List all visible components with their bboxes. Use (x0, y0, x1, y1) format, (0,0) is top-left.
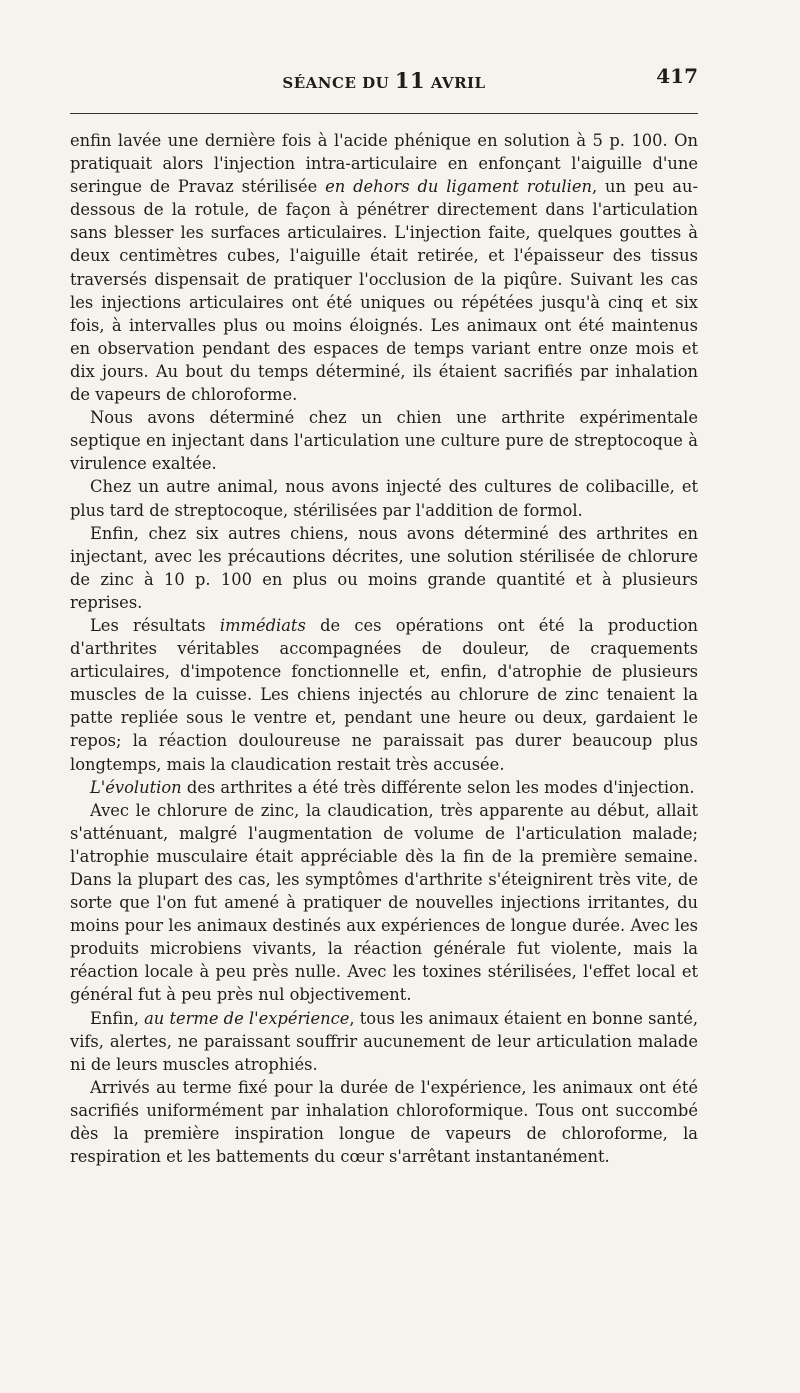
italic-phrase: L'évolution (90, 777, 182, 797)
paragraph-text: , tous les animaux étaient en bonne santé, vifs, alertes, ne paraissant souffrir aucunement de leur articulation malade ni de leurs muscles atrophiés. (70, 1008, 699, 1074)
paragraph-8 (70, 1007, 698, 1076)
italic-phrase: au terme de l'expérience (144, 1008, 350, 1028)
header-title (70, 68, 698, 93)
paragraph-text: , un peu au-dessous de la rotule, de façon à pénétrer directement dans l'articulation sans blesser les surfaces articulaires. L'injection faite, quelques gouttes à deux centimètres cubes, l'aiguille était retirée, et l'épaisseur des tissus traversés dispensait de pratiquer l'occlusion de la piqûre. Suivant les cas les injections articulaires ont été uniques ou répétées jusqu'à cinq et six fois, à intervalles plus ou moins éloignés. Les animaux ont été maintenus en observation pendant des espaces de temps variant entre onze mois et dix jours. Au bout du temps déterminé, ils étaient sacrifiés par inhalation de vapeurs de chloroforme. (70, 177, 698, 405)
paragraph-text: de ces opérations ont été la production d'arthrites véritables accompagnées de douleur, de craquements articulaires, d'impotence fonctionnelle et, enfin, d'atrophie de plusieurs muscles de la cuisse. Les chiens injectés au chlorure de zinc tenaient la patte repliée sous le ventre et, pendant une heure ou deux, gardaient le repos; la réaction douloureuse ne paraissait pas durer beaucoup plus longtemps, mais la claudication restait très accusée. (70, 615, 698, 774)
running-header (70, 62, 698, 92)
header-rule (70, 113, 698, 114)
header-title-post: AVRIL (425, 74, 486, 92)
paragraph-text: Les résultats (90, 615, 220, 635)
header-title-day: 11 (394, 68, 426, 93)
paragraph-6 (70, 776, 698, 799)
paragraph-text: enfin lavée une dernière fois à l'acide phénique en solution à 5 p. 100. On pratiquait alors l'injection intra-articulaire en enfonçant l'aiguille d'une seringue de Pravaz stérilisée (70, 131, 698, 197)
paragraph-7: Avec le chlorure de zinc, la claudication, très apparente au début, allait s'atténuant, malgré l'augmentation de volume de l'articulation malade; l'atrophie musculaire était appréciable dès la fin de la première semaine. Dans la plupart des cas, les symptômes d'arthrite s'éteignirent très vite, de sorte que l'on fut amené à pratiquer de nouvelles injections irritantes, du moins pour les animaux destinés aux expériences de longue durée. Avec les produits microbiens vivants, la réaction générale fut violente, mais la réaction locale à peu près nulle. Avec les toxines stérilisées, l'effet local et général fut à peu près nul objectivement. (70, 800, 698, 1005)
paragraph-9: Arrivés au terme fixé pour la durée de l'expérience, les animaux ont été sacrifiés uniformément par inhalation chloroformique. Tous ont succombé dès la première inspiration longue de vapeurs de chloroforme, la respiration et les battements du cœur s'arrêtant instantanément. (70, 1077, 698, 1167)
header-title-pre: SÉANCE DU (282, 74, 395, 92)
italic-phrase: en dehors du ligament rotulien (325, 177, 592, 197)
italic-phrase: immédiats (219, 615, 306, 635)
paragraph-2: Nous avons déterminé chez un chien une arthrite expérimentale septique en injectant dans l'articulation une culture pure de streptocoque à virulence exaltée. (70, 408, 698, 474)
paragraph-3: Chez un autre animal, nous avons injecté des cultures de colibacille, et plus tard de streptocoque, stérilisées par l'addition de formol. (70, 477, 698, 520)
paragraph-text: des arthrites a été très différente selon les modes d'injection. (181, 777, 695, 797)
paragraph-4: Enfin, chez six autres chiens, nous avons déterminé des arthrites en injectant, avec les précautions décrites, une solution stérilisée de chlorure de zinc à 10 p. 100 en plus ou moins grande quantité et à plusieurs reprises. (70, 523, 698, 612)
paragraph-1 (70, 129, 698, 406)
paragraph-text: Enfin, (90, 1008, 145, 1028)
page-number: 417 (656, 64, 698, 88)
paragraph-5 (70, 614, 698, 776)
body-text (70, 129, 698, 1168)
